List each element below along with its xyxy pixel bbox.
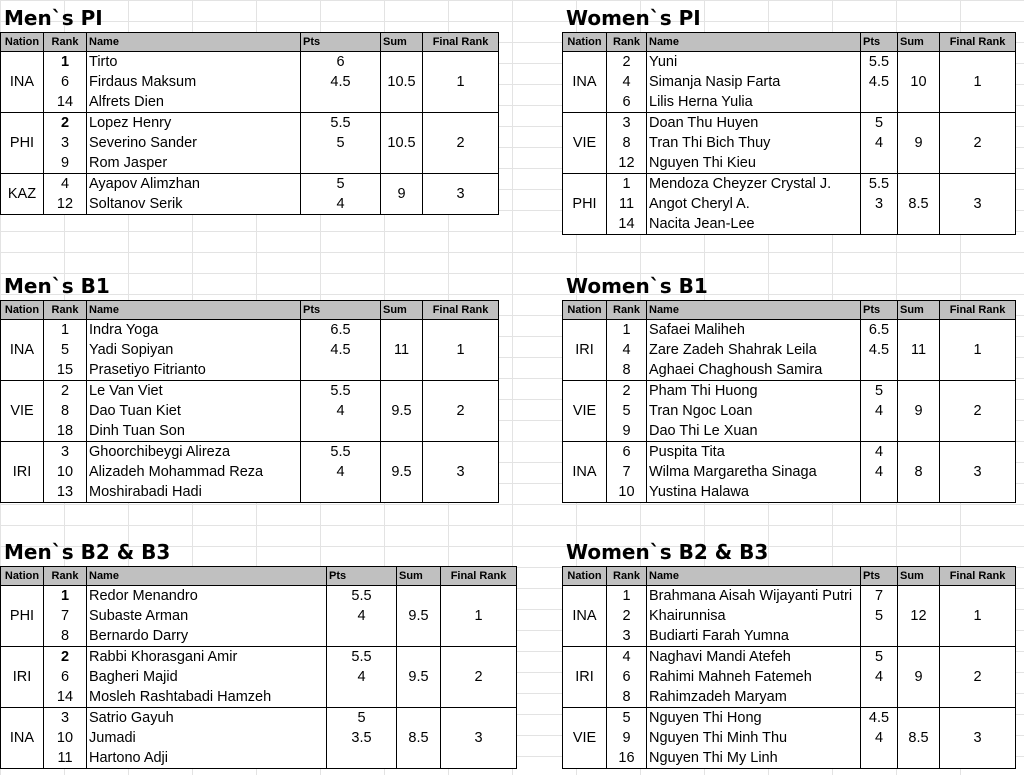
points-cell: 4	[861, 667, 898, 687]
athlete-name-cell: Bernardo Darry	[87, 626, 327, 647]
column-header-final: Final Rank	[940, 301, 1016, 320]
rank-cell: 6	[607, 667, 647, 687]
sum-cell: 10.5	[381, 113, 423, 174]
nation-cell: IRI	[563, 320, 607, 381]
rank-cell: 9	[44, 153, 87, 174]
points-cell	[861, 748, 898, 769]
rank-cell: 8	[44, 626, 87, 647]
nation-cell: INA	[1, 708, 44, 769]
athlete-name-cell: Dao Tuan Kiet	[87, 401, 301, 421]
standings-table	[562, 32, 1016, 235]
table-title: Women`s B1	[566, 274, 708, 298]
points-cell	[327, 687, 397, 708]
points-cell	[861, 214, 898, 235]
rank-cell: 2	[607, 606, 647, 626]
rank-cell: 9	[607, 728, 647, 748]
athlete-name-cell: Redor Menandro	[87, 586, 327, 607]
points-cell: 4	[301, 401, 381, 421]
rank-cell: 11	[607, 194, 647, 214]
table-row	[1, 113, 499, 134]
athlete-name-cell: Ayapov Alimzhan	[87, 174, 301, 195]
table-row	[563, 442, 1016, 463]
sum-cell: 12	[898, 586, 940, 647]
table-row	[563, 174, 1016, 195]
standings-table	[562, 300, 1016, 503]
column-header-nation: Nation	[1, 301, 44, 320]
column-header-nation: Nation	[563, 567, 607, 586]
header-row	[1, 301, 499, 320]
points-cell	[301, 360, 381, 381]
nation-cell: INA	[1, 320, 44, 381]
rank-cell: 3	[44, 133, 87, 153]
rank-cell: 8	[607, 133, 647, 153]
rank-cell: 4	[607, 647, 647, 668]
column-header-sum: Sum	[381, 33, 423, 52]
nation-cell: IRI	[563, 647, 607, 708]
table-title: Men`s PI	[4, 6, 103, 30]
rank-cell: 3	[44, 708, 87, 729]
rank-cell: 12	[44, 194, 87, 215]
rank-cell: 8	[44, 401, 87, 421]
sum-cell: 11	[898, 320, 940, 381]
athlete-name-cell: Rahimi Mahneh Fatemeh	[647, 667, 861, 687]
rank-cell: 16	[607, 748, 647, 769]
column-header-final: Final Rank	[940, 567, 1016, 586]
rank-cell: 6	[607, 442, 647, 463]
athlete-name-cell: Alizadeh Mohammad Reza	[87, 462, 301, 482]
athlete-name-cell: Budiarti Farah Yumna	[647, 626, 861, 647]
athlete-name-cell: Ghoorchibeygi Alireza	[87, 442, 301, 463]
header-row	[563, 567, 1016, 586]
athlete-name-cell: Mosleh Rashtabadi Hamzeh	[87, 687, 327, 708]
standings-table	[0, 300, 499, 503]
athlete-name-cell: Mendoza Cheyzer Crystal J.	[647, 174, 861, 195]
table-row	[1, 586, 517, 607]
points-cell: 5	[861, 113, 898, 134]
points-cell: 4	[861, 728, 898, 748]
points-cell: 5.5	[301, 113, 381, 134]
rank-cell: 1	[607, 174, 647, 195]
points-cell: 4	[327, 667, 397, 687]
final-rank-cell: 1	[940, 52, 1016, 113]
athlete-name-cell: Angot Cheryl A.	[647, 194, 861, 214]
table-title: Men`s B1	[4, 274, 110, 298]
athlete-name-cell: Rom Jasper	[87, 153, 301, 174]
points-cell: 5.5	[301, 442, 381, 463]
column-header-final: Final Rank	[441, 567, 517, 586]
results-table-men-s-b2-b3	[0, 538, 517, 769]
header-row	[1, 33, 499, 52]
column-header-name: Name	[647, 301, 861, 320]
athlete-name-cell: Subaste Arman	[87, 606, 327, 626]
athlete-name-cell: Rabbi Khorasgani Amir	[87, 647, 327, 668]
sum-cell: 9.5	[381, 442, 423, 503]
final-rank-cell: 1	[441, 586, 517, 647]
sum-cell: 11	[381, 320, 423, 381]
results-table-women-s-b2-b3	[562, 538, 1016, 769]
rank-cell: 2	[607, 52, 647, 73]
sum-cell: 8.5	[397, 708, 441, 769]
column-header-rank: Rank	[607, 567, 647, 586]
points-cell	[861, 482, 898, 503]
athlete-name-cell: Brahmana Aisah Wijayanti Putri	[647, 586, 861, 607]
rank-cell: 4	[44, 174, 87, 195]
standings-table	[0, 32, 499, 215]
header-row	[563, 33, 1016, 52]
athlete-name-cell: Nguyen Thi Kieu	[647, 153, 861, 174]
table-row	[1, 52, 499, 73]
table-row	[1, 647, 517, 668]
sum-cell: 10.5	[381, 52, 423, 113]
final-rank-cell: 3	[940, 708, 1016, 769]
points-cell: 4.5	[861, 72, 898, 92]
column-header-pts: Pts	[301, 301, 381, 320]
column-header-rank: Rank	[44, 33, 87, 52]
athlete-name-cell: Tran Thi Bich Thuy	[647, 133, 861, 153]
final-rank-cell: 2	[423, 113, 499, 174]
athlete-name-cell: Yuni	[647, 52, 861, 73]
table-row	[563, 586, 1016, 607]
points-cell: 3.5	[327, 728, 397, 748]
rank-cell: 11	[44, 748, 87, 769]
athlete-name-cell: Tran Ngoc Loan	[647, 401, 861, 421]
athlete-name-cell: Dinh Tuan Son	[87, 421, 301, 442]
points-cell: 4	[861, 133, 898, 153]
points-cell: 4.5	[301, 72, 381, 92]
rank-cell: 3	[607, 626, 647, 647]
column-header-pts: Pts	[861, 567, 898, 586]
table-title: Women`s B2 & B3	[566, 540, 769, 564]
table-title: Women`s PI	[566, 6, 701, 30]
points-cell	[861, 687, 898, 708]
column-header-final: Final Rank	[423, 33, 499, 52]
nation-cell: PHI	[1, 586, 44, 647]
column-header-pts: Pts	[301, 33, 381, 52]
points-cell: 4.5	[861, 340, 898, 360]
final-rank-cell: 3	[940, 442, 1016, 503]
rank-cell: 4	[607, 72, 647, 92]
athlete-name-cell: Indra Yoga	[87, 320, 301, 341]
final-rank-cell: 3	[423, 442, 499, 503]
rank-cell: 2	[607, 381, 647, 402]
final-rank-cell: 1	[423, 320, 499, 381]
athlete-name-cell: Lilis Herna Yulia	[647, 92, 861, 113]
rank-cell: 1	[44, 320, 87, 341]
table-row	[563, 52, 1016, 73]
points-cell: 4	[327, 606, 397, 626]
column-header-nation: Nation	[563, 33, 607, 52]
points-cell: 5.5	[861, 174, 898, 195]
rank-cell: 14	[44, 92, 87, 113]
rank-cell: 15	[44, 360, 87, 381]
rank-cell: 8	[607, 687, 647, 708]
points-cell: 5.5	[861, 52, 898, 73]
athlete-name-cell: Simanja Nasip Farta	[647, 72, 861, 92]
points-cell: 3	[861, 194, 898, 214]
table-row	[1, 708, 517, 729]
points-cell	[861, 92, 898, 113]
nation-cell: INA	[563, 442, 607, 503]
final-rank-cell: 1	[940, 586, 1016, 647]
points-cell	[301, 92, 381, 113]
column-header-rank: Rank	[44, 301, 87, 320]
table-row	[563, 647, 1016, 668]
points-cell	[327, 748, 397, 769]
rank-cell: 7	[607, 462, 647, 482]
rank-cell: 8	[607, 360, 647, 381]
column-header-name: Name	[87, 33, 301, 52]
results-table-men-s-b1	[0, 272, 499, 503]
nation-cell: INA	[563, 586, 607, 647]
athlete-name-cell: Aghaei Chaghoush Samira	[647, 360, 861, 381]
points-cell: 6	[301, 52, 381, 73]
rank-cell: 1	[607, 320, 647, 341]
sum-cell: 9	[898, 113, 940, 174]
points-cell: 5	[861, 381, 898, 402]
table-row	[563, 708, 1016, 729]
points-cell	[861, 421, 898, 442]
rank-cell: 10	[44, 728, 87, 748]
column-header-final: Final Rank	[940, 33, 1016, 52]
column-header-rank: Rank	[44, 567, 87, 586]
sum-cell: 9.5	[397, 647, 441, 708]
points-cell	[861, 153, 898, 174]
column-header-rank: Rank	[607, 33, 647, 52]
points-cell: 5	[327, 708, 397, 729]
points-cell: 4.5	[861, 708, 898, 729]
sum-cell: 8.5	[898, 708, 940, 769]
rank-cell: 1	[44, 586, 87, 607]
nation-cell: PHI	[1, 113, 44, 174]
athlete-name-cell: Moshirabadi Hadi	[87, 482, 301, 503]
final-rank-cell: 2	[940, 113, 1016, 174]
nation-cell: VIE	[563, 708, 607, 769]
points-cell: 6.5	[861, 320, 898, 341]
column-header-pts: Pts	[861, 301, 898, 320]
athlete-name-cell: Soltanov Serik	[87, 194, 301, 215]
points-cell: 7	[861, 586, 898, 607]
athlete-name-cell: Satrio Gayuh	[87, 708, 327, 729]
rank-cell: 6	[607, 92, 647, 113]
points-cell: 5.5	[301, 381, 381, 402]
athlete-name-cell: Lopez Henry	[87, 113, 301, 134]
rank-cell: 5	[607, 401, 647, 421]
header-row	[563, 301, 1016, 320]
column-header-sum: Sum	[381, 301, 423, 320]
rank-cell: 6	[44, 667, 87, 687]
header-row	[1, 567, 517, 586]
table-row	[1, 174, 499, 195]
rank-cell: 13	[44, 482, 87, 503]
column-header-nation: Nation	[1, 33, 44, 52]
final-rank-cell: 3	[441, 708, 517, 769]
athlete-name-cell: Dao Thi Le Xuan	[647, 421, 861, 442]
athlete-name-cell: Doan Thu Huyen	[647, 113, 861, 134]
athlete-name-cell: Pham Thi Huong	[647, 381, 861, 402]
final-rank-cell: 2	[441, 647, 517, 708]
rank-cell: 18	[44, 421, 87, 442]
athlete-name-cell: Yustina Halawa	[647, 482, 861, 503]
results-table-men-s-pi	[0, 4, 499, 215]
rank-cell: 1	[44, 52, 87, 73]
table-row	[1, 442, 499, 463]
points-cell: 5.5	[327, 647, 397, 668]
rank-cell: 14	[44, 687, 87, 708]
sum-cell: 9.5	[381, 381, 423, 442]
nation-cell: VIE	[563, 113, 607, 174]
points-cell: 4	[861, 462, 898, 482]
points-cell: 4.5	[301, 340, 381, 360]
points-cell	[327, 626, 397, 647]
points-cell: 5	[861, 606, 898, 626]
column-header-pts: Pts	[861, 33, 898, 52]
athlete-name-cell: Tirto	[87, 52, 301, 73]
rank-cell: 1	[607, 586, 647, 607]
points-cell: 4	[861, 401, 898, 421]
points-cell	[301, 482, 381, 503]
nation-cell: INA	[1, 52, 44, 113]
column-header-name: Name	[647, 33, 861, 52]
sum-cell: 9	[898, 381, 940, 442]
sum-cell: 8.5	[898, 174, 940, 235]
rank-cell: 12	[607, 153, 647, 174]
athlete-name-cell: Le Van Viet	[87, 381, 301, 402]
results-table-women-s-b1	[562, 272, 1016, 503]
athlete-name-cell: Khairunnisa	[647, 606, 861, 626]
column-header-final: Final Rank	[423, 301, 499, 320]
column-header-sum: Sum	[898, 567, 940, 586]
nation-cell: IRI	[1, 442, 44, 503]
column-header-pts: Pts	[327, 567, 397, 586]
points-cell	[861, 626, 898, 647]
table-row	[563, 381, 1016, 402]
nation-cell: INA	[563, 52, 607, 113]
rank-cell: 10	[607, 482, 647, 503]
points-cell: 5	[301, 133, 381, 153]
rank-cell: 9	[607, 421, 647, 442]
table-row	[563, 113, 1016, 134]
athlete-name-cell: Safaei Maliheh	[647, 320, 861, 341]
athlete-name-cell: Nguyen Thi My Linh	[647, 748, 861, 769]
athlete-name-cell: Nguyen Thi Hong	[647, 708, 861, 729]
final-rank-cell: 2	[423, 381, 499, 442]
points-cell	[861, 360, 898, 381]
sum-cell: 9.5	[397, 586, 441, 647]
athlete-name-cell: Wilma Margaretha Sinaga	[647, 462, 861, 482]
points-cell: 5.5	[327, 586, 397, 607]
rank-cell: 6	[44, 72, 87, 92]
nation-cell: PHI	[563, 174, 607, 235]
column-header-rank: Rank	[607, 301, 647, 320]
points-cell	[301, 421, 381, 442]
final-rank-cell: 1	[940, 320, 1016, 381]
rank-cell: 14	[607, 214, 647, 235]
athlete-name-cell: Prasetiyo Fitrianto	[87, 360, 301, 381]
table-row	[563, 320, 1016, 341]
column-header-sum: Sum	[397, 567, 441, 586]
rank-cell: 5	[607, 708, 647, 729]
nation-cell: KAZ	[1, 174, 44, 215]
final-rank-cell: 2	[940, 647, 1016, 708]
athlete-name-cell: Firdaus Maksum	[87, 72, 301, 92]
points-cell: 6.5	[301, 320, 381, 341]
rank-cell: 2	[44, 647, 87, 668]
table-row	[1, 320, 499, 341]
final-rank-cell: 1	[423, 52, 499, 113]
final-rank-cell: 3	[423, 174, 499, 215]
final-rank-cell: 2	[940, 381, 1016, 442]
sum-cell: 9	[381, 174, 423, 215]
sum-cell: 9	[898, 647, 940, 708]
standings-table	[562, 566, 1016, 769]
athlete-name-cell: Bagheri Majid	[87, 667, 327, 687]
points-cell: 5	[861, 647, 898, 668]
athlete-name-cell: Nguyen Thi Minh Thu	[647, 728, 861, 748]
athlete-name-cell: Hartono Adji	[87, 748, 327, 769]
table-title: Men`s B2 & B3	[4, 540, 171, 564]
rank-cell: 5	[44, 340, 87, 360]
rank-cell: 7	[44, 606, 87, 626]
rank-cell: 3	[44, 442, 87, 463]
column-header-sum: Sum	[898, 301, 940, 320]
athlete-name-cell: Severino Sander	[87, 133, 301, 153]
rank-cell: 2	[44, 113, 87, 134]
points-cell: 4	[861, 442, 898, 463]
athlete-name-cell: Jumadi	[87, 728, 327, 748]
results-table-women-s-pi	[562, 4, 1016, 235]
athlete-name-cell: Naghavi Mandi Atefeh	[647, 647, 861, 668]
points-cell: 4	[301, 462, 381, 482]
rank-cell: 2	[44, 381, 87, 402]
athlete-name-cell: Nacita Jean-Lee	[647, 214, 861, 235]
points-cell: 5	[301, 174, 381, 195]
nation-cell: VIE	[563, 381, 607, 442]
standings-table	[0, 566, 517, 769]
nation-cell: VIE	[1, 381, 44, 442]
points-cell	[301, 153, 381, 174]
column-header-nation: Nation	[563, 301, 607, 320]
athlete-name-cell: Yadi Sopiyan	[87, 340, 301, 360]
nation-cell: IRI	[1, 647, 44, 708]
sum-cell: 8	[898, 442, 940, 503]
final-rank-cell: 3	[940, 174, 1016, 235]
column-header-sum: Sum	[898, 33, 940, 52]
rank-cell: 3	[607, 113, 647, 134]
athlete-name-cell: Rahimzadeh Maryam	[647, 687, 861, 708]
column-header-name: Name	[87, 567, 327, 586]
athlete-name-cell: Puspita Tita	[647, 442, 861, 463]
athlete-name-cell: Alfrets Dien	[87, 92, 301, 113]
athlete-name-cell: Zare Zadeh Shahrak Leila	[647, 340, 861, 360]
column-header-name: Name	[647, 567, 861, 586]
points-cell: 4	[301, 194, 381, 215]
column-header-nation: Nation	[1, 567, 44, 586]
rank-cell: 10	[44, 462, 87, 482]
rank-cell: 4	[607, 340, 647, 360]
column-header-name: Name	[87, 301, 301, 320]
table-row	[1, 381, 499, 402]
sum-cell: 10	[898, 52, 940, 113]
